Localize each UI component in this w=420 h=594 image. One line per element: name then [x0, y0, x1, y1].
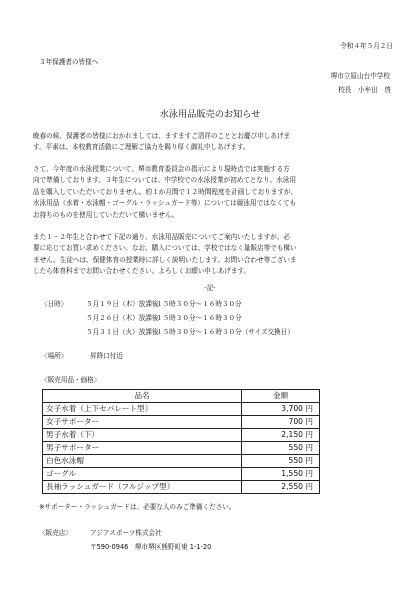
paragraph-swim-class [33, 164, 391, 221]
schedule-time: １５時３０分～１６時３０分 [156, 300, 242, 308]
column-header-price: 金額 [242, 390, 320, 403]
item-price: 3,700 円 [242, 403, 320, 416]
place-value: 昇降口付近 [90, 352, 123, 360]
schedule-date: ５月３１日（火）放課後 [86, 328, 159, 336]
table-row [43, 416, 320, 429]
table-row [43, 442, 320, 455]
table-row [43, 429, 320, 442]
paragraph-line: 水泳用品（水着・水泳帽・ゴーグル・ラッシュガード等）については競泳用ではなくても [33, 199, 297, 208]
place-label: 〈場所〉 [41, 352, 68, 360]
items-label: 〈販売用品・価格〉 [41, 376, 101, 384]
paragraph-line: お持ちのものを使用していただいて構いません。 [33, 210, 179, 219]
table-header-row [43, 390, 320, 403]
item-price: 1,550 円 [242, 468, 320, 481]
ki-heading: -記- [204, 284, 216, 292]
item-price: 550 円 [242, 442, 320, 455]
table-row [43, 468, 320, 481]
item-name: 女子水着（上下セパレート型） [43, 403, 242, 416]
schedule-time: １５時３０分～１６時３０分 [156, 314, 242, 322]
item-name: 白色水泳帽 [43, 455, 242, 468]
schedule-date: ５月２６日（木）放課後 [86, 314, 159, 322]
paragraph-line: す。平素は、本校教育活動にご理解ご協力を賜り厚く御礼申しあげます。 [33, 143, 250, 152]
paragraph-line: 晩春の候、保護者の皆様におかれましては、ますますご清祥のこととお慶び申しあげま [33, 132, 291, 140]
table-row [43, 403, 320, 416]
paragraph-line: したら体育科までお問い合わせください。よろしくお願い申しあげます。 [33, 267, 251, 276]
item-price: 550 円 [242, 455, 320, 468]
item-name: ゴーグル [43, 468, 242, 481]
schedule-time: １５時３０分～１６時３０分（サイズ交換日） [156, 328, 294, 336]
item-name: 女子サポーター [43, 416, 242, 429]
sender-school: 堺市立原山台中学校 [330, 72, 390, 80]
schedule-label: 〈日時〉 [41, 300, 68, 308]
item-price: 2,550 円 [242, 481, 320, 494]
item-price: 2,150 円 [242, 429, 320, 442]
item-name: 長袖ラッシュガード（フルジップ型） [43, 481, 242, 494]
paragraph-line: 向で準備しております。３年生については、中学校での水泳授業が初めてとなり、水泳用 [33, 176, 297, 185]
addressee: ３年保護者の皆様へ [39, 58, 99, 66]
table-row [43, 481, 320, 494]
vendor-label: 〈販売店〉 [39, 529, 72, 537]
table-row [43, 455, 320, 468]
price-table [42, 389, 320, 494]
column-header-name: 品名 [43, 390, 242, 403]
supporter-note: ※サポーター・ラッシュガードは、必要な人のみご準備ください。 [39, 503, 236, 511]
paragraph-line: また１・２年生と合わせて下記の通り、水泳用品販売についてご案内いたしますが、必 [33, 233, 291, 241]
schedule-date: ５月１９日（木）放課後 [86, 300, 159, 308]
paragraph-line: 品を購入していただいておりません。約１か月間で１２時間程度を計画しておりますが、 [33, 187, 298, 196]
paragraph-line: さて、今年度の水泳授業について、堺市教育委員会の指示により現時点では実施する方 [33, 165, 290, 173]
sender-principal: 校長 小牟田 啓 [338, 86, 391, 94]
document-title: 水泳用品販売のお知らせ [159, 109, 261, 120]
paragraph-line: ません。生徒へは、保健体育の授業時に詳しく説明いたします。お問い合わせ等ございま [33, 255, 297, 264]
issue-date: 令和４年５月２日 [340, 42, 393, 50]
paragraph-line: 要に応じてお買い求めください。なお、購入については、学校ではなく量販店等でも構い [33, 244, 297, 253]
paragraph-greeting [33, 131, 391, 154]
item-name: 男子サポーター [43, 442, 242, 455]
paragraph-sale-guide [33, 232, 391, 278]
item-name: 男子水着（下） [43, 429, 242, 442]
vendor-name: アジアスポーツ株式会社 [90, 529, 162, 537]
vendor-address: 〒590-0946 堺市堺区熊野町東 1-1-20 [90, 543, 212, 551]
item-price: 700 円 [242, 416, 320, 429]
